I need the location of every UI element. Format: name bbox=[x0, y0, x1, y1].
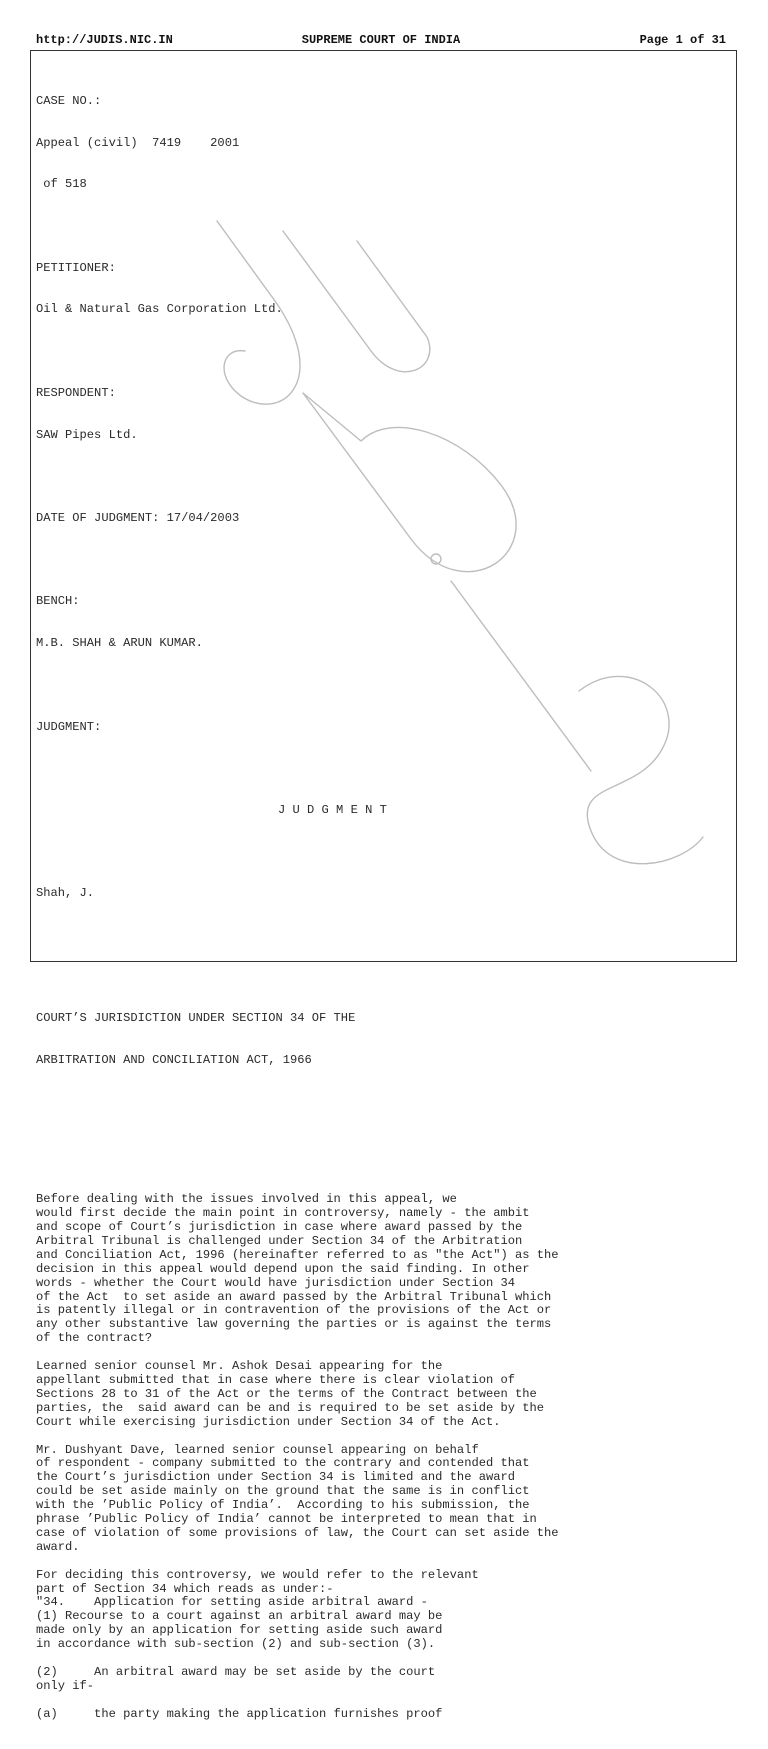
paragraph-4-line: made only by an application for setting aside such award bbox=[36, 1623, 443, 1638]
section-title-line-2: ARBITRATION AND CONCILIATION ACT, 1966 bbox=[36, 1053, 312, 1068]
paragraph-3-line: with the ’Public Policy of India’. According to his submission, the bbox=[36, 1498, 530, 1513]
paragraph-3-line: the Court’s jurisdiction under Section 34 is limited and the award bbox=[36, 1470, 515, 1485]
judgment-author: Shah, J. bbox=[36, 886, 95, 901]
paragraph-3-line: of respondent - company submitted to the contrary and contended that bbox=[36, 1456, 530, 1471]
bench-label: BENCH: bbox=[36, 594, 80, 609]
paragraph-1-line: and scope of Court’s jurisdiction in case where award passed by the bbox=[36, 1220, 523, 1235]
paragraph-1-line: and Conciliation Act, 1996 (hereinafter referred to as "the Act") as the bbox=[36, 1247, 559, 1262]
paragraph-6-line: (a) the party making the application furnishes proof bbox=[36, 1706, 443, 1721]
paragraph-3-line: case of violation of some provisions of law, the Court can set aside the bbox=[36, 1525, 559, 1540]
case-no-label: CASE NO.: bbox=[36, 93, 102, 108]
paragraph-1-line: Before dealing with the issues involved in this appeal, we bbox=[36, 1192, 457, 1207]
paragraph-4-line: (1) Recourse to a court against an arbitral award may be bbox=[36, 1609, 443, 1624]
document-frame bbox=[30, 50, 737, 1721]
paragraph-2-line: Court while exercising jurisdiction under Section 34 of the Act. bbox=[36, 1414, 501, 1429]
page-number: Page 1 of 31 bbox=[639, 33, 726, 47]
judgment-paragraphs bbox=[36, 1193, 731, 1721]
petitioner-label: PETITIONER: bbox=[36, 260, 116, 275]
page-header bbox=[36, 33, 726, 49]
paragraph-2-line: parties, the said award can be and is required to be set aside by the bbox=[36, 1400, 545, 1415]
paragraph-1-line: would first decide the main point in controversy, namely - the ambit bbox=[36, 1206, 530, 1221]
case-no-line-1: Appeal (civil) 7419 2001 bbox=[36, 135, 240, 150]
paragraph-1-line: words - whether the Court would have jurisdiction under Section 34 bbox=[36, 1275, 515, 1290]
paragraph-1-line: of the Act to set aside an award passed by the Arbitral Tribunal which bbox=[36, 1289, 552, 1304]
judgment-label: JUDGMENT: bbox=[36, 719, 102, 734]
paragraph-3-line: could be set aside mainly on the ground that the same is in conflict bbox=[36, 1484, 530, 1499]
respondent-name: SAW Pipes Ltd. bbox=[36, 427, 138, 442]
paragraph-1-line: of the contract? bbox=[36, 1331, 153, 1346]
respondent-label: RESPONDENT: bbox=[36, 385, 116, 400]
paragraph-5-line: (2) An arbitral award may be set aside by the court bbox=[36, 1664, 436, 1679]
paragraph-4-line: For deciding this controversy, we would refer to the relevant bbox=[36, 1567, 479, 1582]
judgment-body bbox=[36, 67, 731, 1749]
petitioner-name: Oil & Natural Gas Corporation Ltd. bbox=[36, 302, 283, 317]
section-title-line-1: COURT’S JURISDICTION UNDER SECTION 34 OF THE bbox=[36, 1011, 356, 1026]
paragraph-2-line: Sections 28 to 31 of the Act or the terms of the Contract between the bbox=[36, 1386, 537, 1401]
paragraph-3-line: award. bbox=[36, 1539, 80, 1554]
paragraph-2-line: Learned senior counsel Mr. Ashok Desai appearing for the bbox=[36, 1359, 443, 1374]
paragraph-1-line: any other substantive law governing the parties or is against the terms bbox=[36, 1317, 552, 1332]
source-url: http://JUDIS.NIC.IN bbox=[36, 33, 173, 47]
case-no-line-2: of 518 bbox=[36, 177, 87, 192]
bench-judges: M.B. SHAH & ARUN KUMAR. bbox=[36, 636, 203, 651]
paragraph-5-line: only if- bbox=[36, 1678, 95, 1693]
paragraph-1-line: decision in this appeal would depend upon the said finding. In other bbox=[36, 1261, 530, 1276]
paragraph-4-line: in accordance with sub-section (2) and sub-section (3). bbox=[36, 1637, 436, 1652]
paragraph-4-line: part of Section 34 which reads as under:- bbox=[36, 1581, 334, 1596]
court-name: SUPREME COURT OF INDIA bbox=[301, 33, 461, 47]
judgment-heading: J U D G M E N T bbox=[278, 802, 387, 817]
paragraph-1-line: Arbitral Tribunal is challenged under Section 34 of the Arbitration bbox=[36, 1233, 523, 1248]
paragraph-3-line: phrase ’Public Policy of India’ cannot be interpreted to mean that in bbox=[36, 1512, 537, 1527]
paragraph-1-line: is patently illegal or in contravention of the provisions of the Act or bbox=[36, 1303, 552, 1318]
date-of-judgment: DATE OF JUDGMENT: 17/04/2003 bbox=[36, 510, 240, 525]
paragraph-2-line: appellant submitted that in case where there is clear violation of bbox=[36, 1373, 515, 1387]
paragraph-4-line: "34. Application for setting aside arbitral award - bbox=[36, 1595, 428, 1610]
paragraph-3-line: Mr. Dushyant Dave, learned senior counsel appearing on behalf bbox=[36, 1442, 479, 1457]
